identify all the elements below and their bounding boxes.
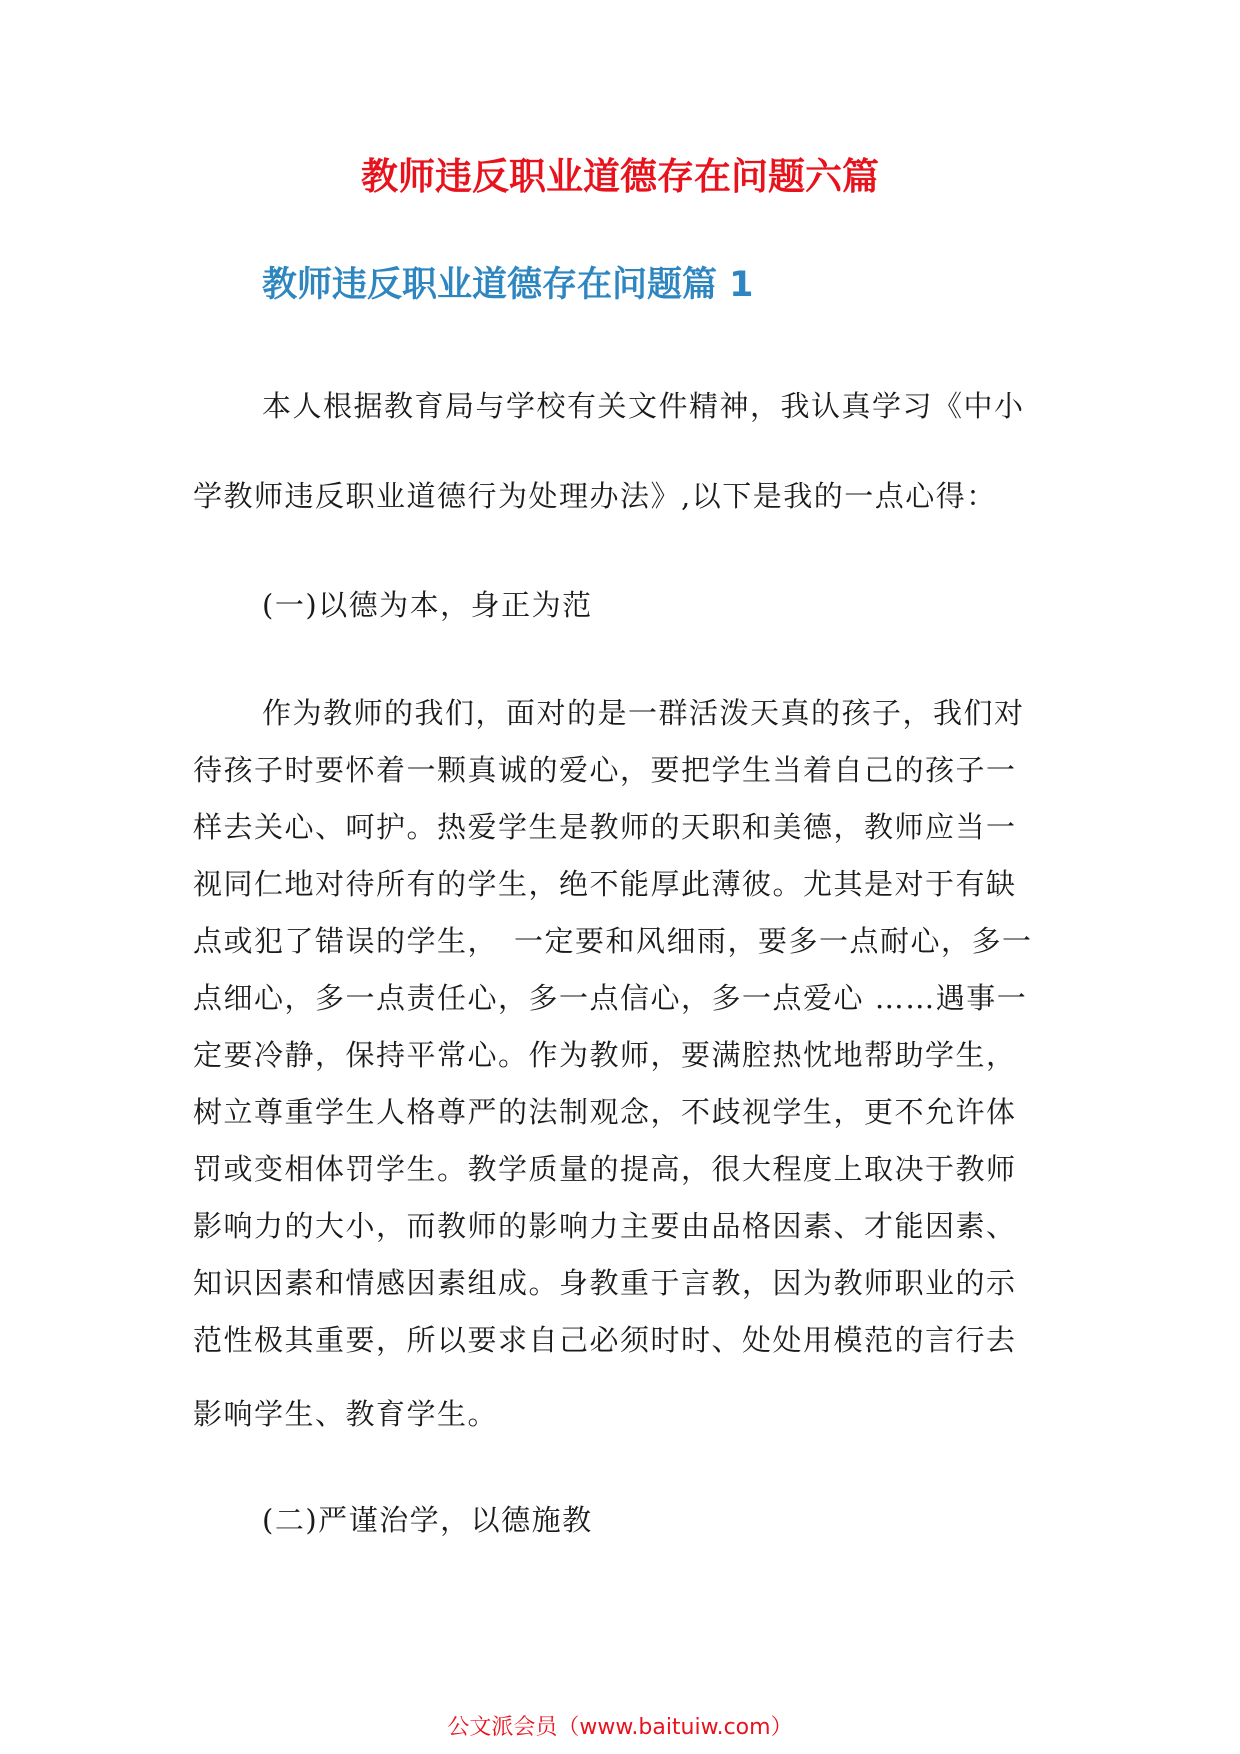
paragraph-line: 树立尊重学生人格尊严的法制观念，不歧视学生，更不允许体 <box>193 1095 1017 1129</box>
paragraph-line: 样去关心、呵护。热爱学生是教师的天职和美德，教师应当一 <box>193 810 1017 844</box>
paragraph-line: 知识因素和情感因素组成。身教重于言教，因为教师职业的示 <box>193 1266 1017 1300</box>
paragraph-line: 点或犯了错误的学生， 一定要和风细雨，要多一点耐心，多一 <box>193 924 1033 958</box>
paragraph-line: 影响力的大小，而教师的影响力主要由品格因素、才能因素、 <box>193 1209 1017 1243</box>
paragraph-line: 视同仁地对待所有的学生，绝不能厚此薄彼。尤其是对于有缺 <box>193 867 1017 901</box>
document-title: 教师违反职业道德存在问题六篇 <box>361 155 879 198</box>
footer-watermark: 公文派会员（www.baituiw.com） <box>447 1715 793 1740</box>
paragraph-line: 范性极其重要，所以要求自己必须时时、处处用模范的言行去 <box>193 1323 1017 1357</box>
subheading-2: (二)严谨治学，以德施教 <box>262 1503 593 1537</box>
paragraph-line: 作为教师的我们，面对的是一群活泼天真的孩子，我们对 <box>262 696 1025 730</box>
paragraph-line: 本人根据教育局与学校有关文件精神，我认真学习《中小 <box>262 389 1025 423</box>
paragraph-line: 学教师违反职业道德行为处理办法》,以下是我的一点心得： <box>193 479 997 513</box>
paragraph-line: 罚或变相体罚学生。教学质量的提高，很大程度上取决于教师 <box>193 1152 1017 1186</box>
paragraph-line: 待孩子时要怀着一颗真诚的爱心，要把学生当着自己的孩子一 <box>193 753 1017 787</box>
paragraph-line: 影响学生、教育学生。 <box>193 1397 499 1431</box>
paragraph-line: 点细心，多一点责任心，多一点信心，多一点爱心 ……遇事一 <box>193 981 1028 1015</box>
paragraph-line: 定要冷静，保持平常心。作为教师，要满腔热忱地帮助学生， <box>193 1038 1017 1072</box>
section-heading: 教师违反职业道德存在问题篇 1 <box>262 265 754 305</box>
subheading-1: (一)以德为本，身正为范 <box>262 588 593 622</box>
